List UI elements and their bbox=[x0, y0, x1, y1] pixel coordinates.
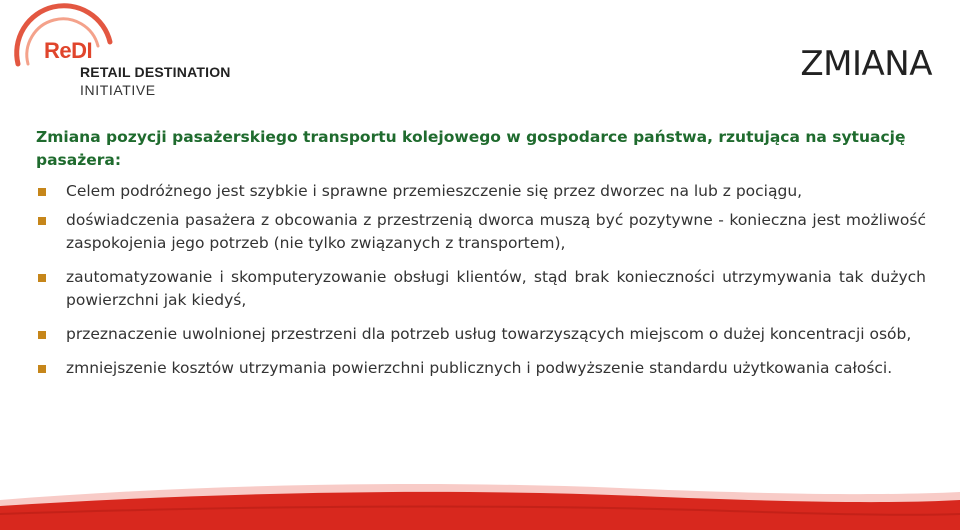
footer-band bbox=[0, 466, 960, 530]
slide-title: ZMIANA bbox=[800, 44, 932, 84]
square-bullet-icon bbox=[38, 331, 46, 339]
list-item bbox=[38, 357, 926, 380]
logo-line-1: RETAIL DESTINATION bbox=[80, 64, 231, 80]
logo-line-2: INITIATIVE bbox=[80, 82, 156, 98]
redi-logo bbox=[10, 2, 250, 102]
list-item bbox=[38, 266, 926, 312]
square-bullet-icon bbox=[38, 274, 46, 282]
list-item-text: Celem podróżnego jest szybkie i sprawne przemieszczenie się przez dworzec na lub z pociągu, bbox=[66, 182, 803, 200]
list-item-text: przeznaczenie uwolnionej przestrzeni dla potrzeb usług towarzyszących miejscom o dużej koncentracji osób, bbox=[66, 325, 912, 343]
square-bullet-icon bbox=[38, 188, 46, 196]
slide-intro: Zmiana pozycji pasażerskiego transportu kolejowego w gospodarce państwa, rzutująca na sytuację pasażera: bbox=[36, 128, 906, 169]
list-item bbox=[38, 323, 926, 346]
logo-brand: ReDI bbox=[44, 38, 93, 63]
square-bullet-icon bbox=[38, 365, 46, 373]
square-bullet-icon bbox=[38, 217, 46, 225]
list-item bbox=[38, 209, 926, 255]
list-item-text: zmniejszenie kosztów utrzymania powierzchni publicznych i podwyższenie standardu użytkowania całości. bbox=[66, 359, 893, 377]
bullet-list bbox=[38, 180, 926, 391]
list-item-text: zautomatyzowanie i skomputeryzowanie obsługi klientów, stąd brak konieczności utrzymywania tak dużych powierzchni jak kiedyś, bbox=[66, 268, 926, 309]
list-item-text: doświadczenia pasażera z obcowania z przestrzenią dworca muszą być pozytywne - konieczna jest możliwość zaspokojenia jego potrzeb (nie tylko związanych z transportem), bbox=[66, 211, 926, 252]
list-item bbox=[38, 180, 926, 203]
